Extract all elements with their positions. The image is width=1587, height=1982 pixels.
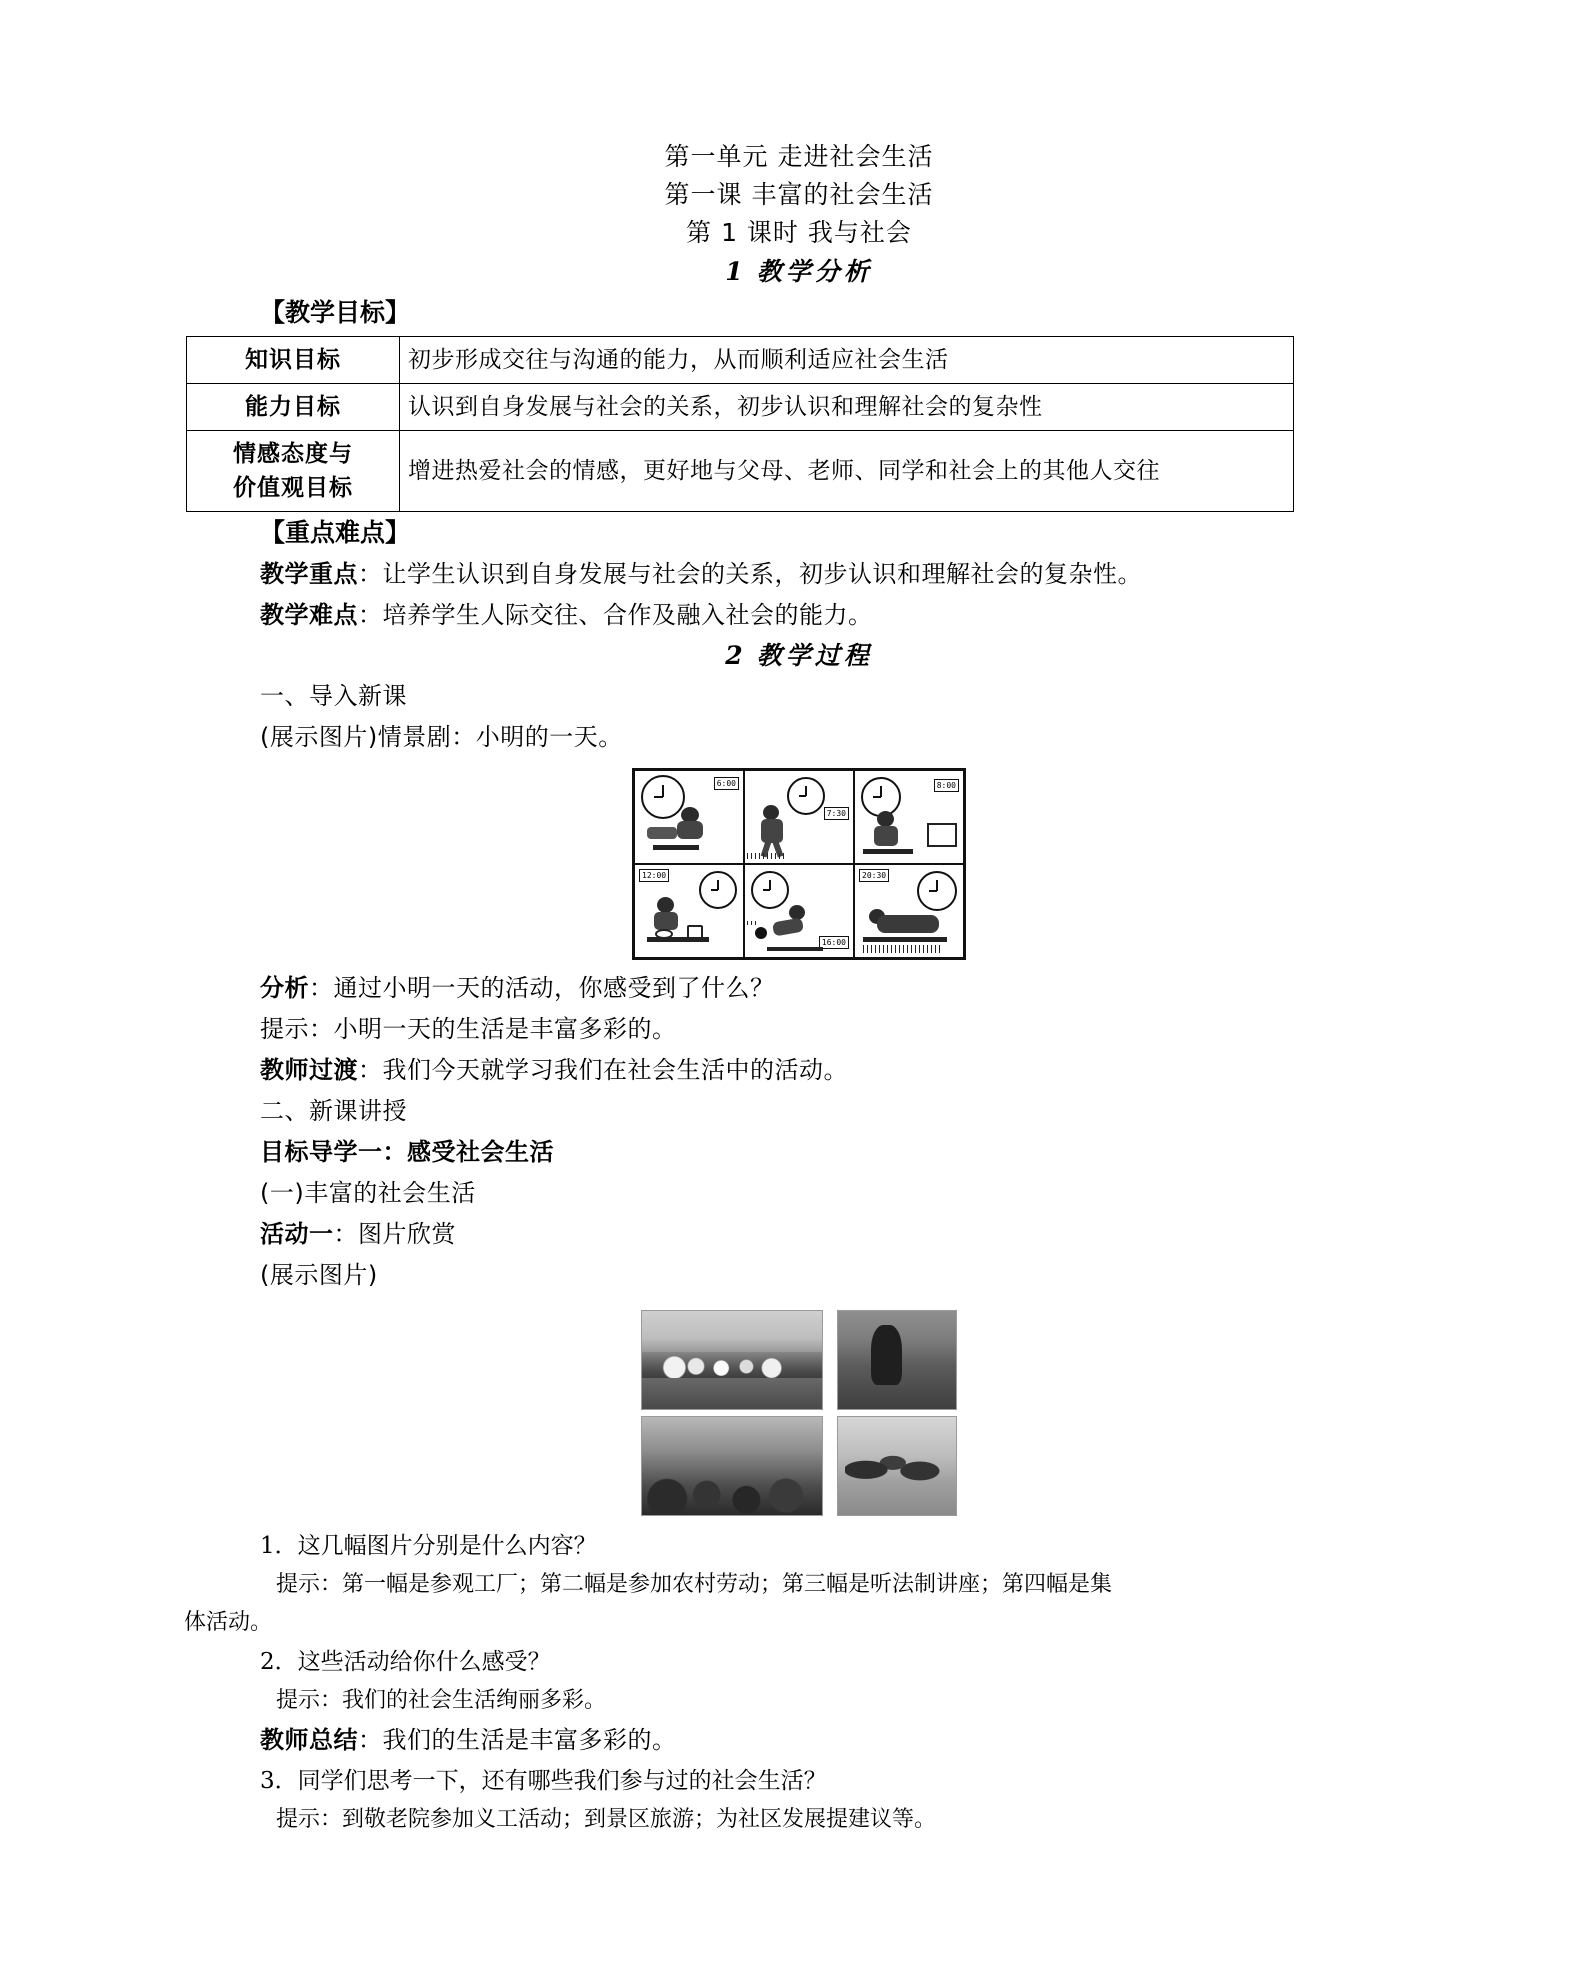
- comic-time-2: 7:30: [824, 807, 849, 820]
- lesson-title: 第一课 丰富的社会生活: [664, 180, 934, 209]
- goal-text-ability: 认识到自身发展与社会的关系，初步认识和理解社会的复杂性: [400, 384, 1294, 431]
- activity-one-label: 活动一: [260, 1220, 334, 1248]
- question-1: 1．这几幅图片分别是什么内容？: [260, 1533, 597, 1559]
- question-2: 2．这些活动给你什么感受？: [260, 1649, 551, 1675]
- photo-image-factory: [642, 1311, 822, 1409]
- figure-head: [877, 811, 894, 827]
- comic-panel-2: [744, 770, 854, 864]
- comic-time-1: 6:00: [714, 777, 739, 790]
- blackboard: [927, 823, 957, 847]
- teacher-transition-line: [244, 1050, 1354, 1091]
- cup: [687, 925, 703, 939]
- photo-group-activity: [837, 1416, 957, 1516]
- table-row: [187, 431, 1294, 512]
- section-heading-teaching-analysis: [244, 252, 1354, 292]
- key-point-label: 教学重点: [260, 560, 358, 588]
- comic-strip-wrapper: [244, 768, 1354, 960]
- key-point-text: 让学生认识到自身发展与社会的关系，初步认识和理解社会的复杂性。: [382, 560, 1142, 588]
- figure-body: [677, 821, 703, 839]
- part-one-heading: 一、导入新课: [260, 682, 407, 710]
- blanket: [877, 915, 939, 933]
- analysis-text: 通过小明一天的活动，你感受到了什么？: [333, 974, 775, 1002]
- period-title: 第 1 课时 我与社会: [686, 218, 912, 247]
- photo-factory-visit: [641, 1310, 823, 1410]
- bed-frame: [863, 945, 943, 953]
- clock-icon: [787, 777, 825, 815]
- analysis-label: 分析: [260, 974, 309, 1002]
- comic-time-5: 16:00: [819, 936, 849, 949]
- key-point-sep: ：: [358, 560, 383, 588]
- answer-2: 提示：我们的社会生活绚丽多彩。: [276, 1688, 607, 1713]
- teacher-transition-text: 我们今天就学习我们在社会生活中的活动。: [382, 1056, 848, 1084]
- comic-panel-5: [744, 864, 854, 958]
- question-3: 3．同学们思考一下，还有哪些我们参与过的社会生活？: [260, 1768, 827, 1794]
- key-point-line: [244, 554, 1354, 595]
- goal-name-knowledge: 知识目标: [187, 337, 400, 384]
- teacher-summary-sep: ：: [358, 1726, 383, 1754]
- ball: [755, 927, 767, 939]
- answer-3: 提示：到敬老院参加义工活动；到景区旅游；为社区发展提建议等。: [276, 1807, 937, 1832]
- desk-line: [863, 849, 913, 854]
- teacher-summary-line: [244, 1720, 1354, 1761]
- comic-panel-6: [854, 864, 964, 958]
- photo-grid: [641, 1310, 957, 1516]
- tip-label-1: 提示: [260, 1015, 309, 1043]
- table-row: [187, 384, 1294, 431]
- comic-time-4: 12:00: [639, 869, 669, 882]
- motion-lines: [747, 853, 787, 859]
- key-points-heading: 【重点难点】: [260, 518, 411, 547]
- difficult-point-line: [244, 595, 1354, 636]
- teacher-summary-label: 教师总结: [260, 1726, 358, 1754]
- photo-law-lecture: [641, 1416, 823, 1516]
- photo-image-farm: [838, 1311, 956, 1409]
- photo-farm-labor: [837, 1310, 957, 1410]
- comic-time-3: 8:00: [934, 779, 959, 792]
- bed-line: [863, 937, 947, 942]
- section-label-2: 教学过程: [756, 641, 873, 670]
- pillow: [647, 827, 677, 839]
- bed-line: [653, 845, 699, 850]
- activity-one-text: 图片欣赏: [358, 1220, 456, 1248]
- goal-name-values-line1: 情感态度与: [233, 441, 353, 467]
- comic-panel-3: [854, 770, 964, 864]
- unit-title: 第一单元 走进社会生活: [664, 142, 934, 171]
- show-picture-label: (展示图片): [260, 1261, 378, 1289]
- motion-lines: [747, 921, 757, 925]
- difficult-point-label: 教学难点: [260, 601, 358, 629]
- photo-image-group: [838, 1417, 956, 1515]
- table-row: [187, 337, 1294, 384]
- clock-icon: [917, 871, 957, 911]
- section-heading-teaching-process: [244, 636, 1354, 676]
- tip-line-1: [244, 1009, 1354, 1050]
- figure-body: [874, 826, 898, 846]
- analysis-sep: ：: [309, 974, 334, 1002]
- clock-icon: [641, 775, 685, 819]
- answer-1-line-2: 体活动。: [184, 1610, 273, 1635]
- teacher-summary-text: 我们的生活是丰富多彩的。: [382, 1726, 677, 1754]
- photo-image-lecture: [642, 1417, 822, 1515]
- goal-guide-one-heading: 目标导学一：感受社会生活: [260, 1138, 554, 1166]
- difficult-point-text: 培养学生人际交往、合作及融入社会的能力。: [382, 601, 873, 629]
- section-number-1: 1: [725, 257, 745, 286]
- answer-1-line-1: 提示：第一幅是参观工厂；第二幅是参加农村劳动；第三幅是听法制讲座；第四幅是集: [276, 1572, 1113, 1597]
- activity-one-sep: ：: [333, 1220, 358, 1248]
- goals-heading: 【教学目标】: [260, 298, 411, 327]
- teacher-transition-sep: ：: [358, 1056, 383, 1084]
- sub-heading-one: (一)丰富的社会生活: [260, 1179, 476, 1207]
- figure-head: [657, 897, 674, 913]
- goal-name-ability: 能力目标: [187, 384, 400, 431]
- tip-text-1: 小明一天的生活是丰富多彩的。: [333, 1015, 677, 1043]
- section-label-1: 教学分析: [756, 257, 873, 286]
- bowl: [655, 929, 673, 939]
- show-picture-drama: (展示图片)情景剧：小明的一天。: [260, 723, 623, 751]
- goal-name-values: [187, 431, 400, 512]
- figure-body: [772, 918, 804, 937]
- document-body: [184, 138, 1354, 1839]
- comic-time-6: 20:30: [859, 869, 889, 882]
- goal-text-knowledge: 初步形成交往与沟通的能力，从而顺利适应社会生活: [400, 337, 1294, 384]
- comic-panel-4: [634, 864, 744, 958]
- photo-gallery: [244, 1310, 1354, 1516]
- figure-head: [763, 805, 779, 820]
- goal-name-values-line2: 价值观目标: [233, 475, 353, 501]
- tip-sep-1: ：: [309, 1015, 334, 1043]
- teaching-goals-table: [186, 336, 1294, 512]
- comic-panel-1: [634, 770, 744, 864]
- clock-icon: [699, 871, 737, 909]
- section-number-2: 2: [725, 641, 745, 670]
- activity-one-line: [244, 1214, 1354, 1255]
- part-two-heading: 二、新课讲授: [260, 1097, 407, 1125]
- comic-strip-xiaoming-day: [632, 768, 966, 960]
- teacher-transition-label: 教师过渡: [260, 1056, 358, 1084]
- goal-text-values: 增进热爱社会的情感，更好地与父母、老师、同学和社会上的其他人交往: [400, 431, 1294, 512]
- figure-body: [654, 912, 678, 930]
- analysis-line: [244, 968, 1354, 1009]
- figure-body: [761, 819, 783, 843]
- difficult-point-sep: ：: [358, 601, 383, 629]
- clock-icon: [751, 871, 789, 909]
- ground-line: [767, 947, 823, 951]
